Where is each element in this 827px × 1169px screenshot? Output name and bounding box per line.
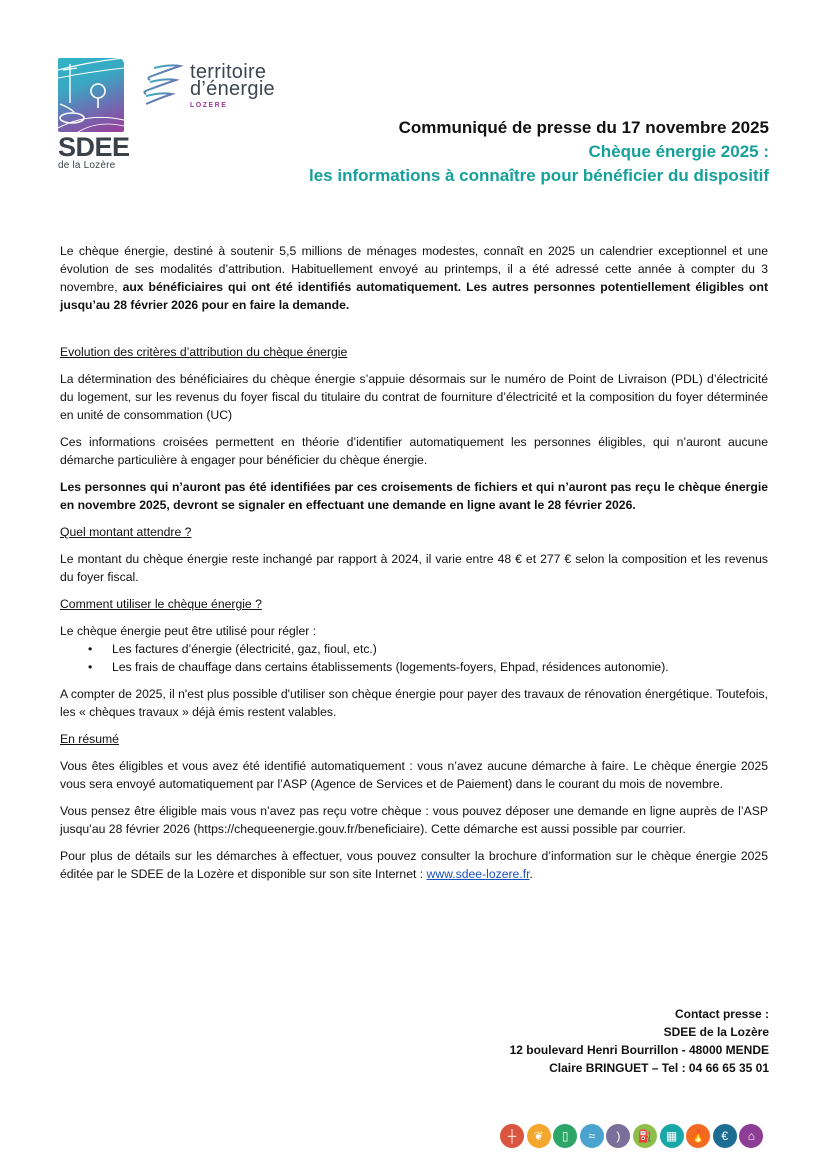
list-item	[60, 640, 768, 658]
list-item-text: Les factures d’énergie (électricité, gaz, fioul, etc.)	[112, 642, 377, 656]
fuel-station-icon: ⛽	[633, 1124, 657, 1148]
house-icon: ⌂	[739, 1124, 763, 1148]
press-contact	[510, 1005, 769, 1077]
electricity-pole-icon: ┼	[500, 1124, 524, 1148]
page-title: Communiqué de presse du 17 novembre 2025	[398, 118, 769, 137]
waste-bin-icon: ▯	[553, 1124, 577, 1148]
contact-label: Contact presse :	[674, 1007, 769, 1021]
sdee-logo	[58, 58, 130, 171]
criteria-paragraph-1: La détermination des bénéficiaires du chèque énergie s’appuie désormais sur le numéro de Point de Livraison (PDL) d’électricité du logement, sur les revenus du foyer fiscal du titulaire du contrat de fourniture d’électricité et la composition du foyer déterminée en unité de consommation (UC)	[60, 372, 768, 422]
summary-paragraph-2: Vous pensez être éligible mais vous n’avez pas reçu votre chèque : vous pouvez déposer une demande en ligne auprès de l’ASP jusqu’au 28 février 2026 (https://chequeenergie.gouv.fr/beneficiaire). Cette démarche est aussi possible par courrier.	[60, 804, 768, 836]
wind-swirl-icon	[140, 62, 186, 108]
territoire-line3: LOZERE	[190, 102, 228, 109]
water-tap-icon: ≈	[580, 1124, 604, 1148]
subtitle-line2: les informations à connaître pour bénéficier du dispositif	[308, 166, 769, 185]
bullet-icon: •	[88, 660, 93, 674]
list-item	[60, 658, 768, 676]
lightbulb-euro-icon: €	[713, 1124, 737, 1148]
usage-intro: Le chèque énergie peut être utilisé pour régler :	[60, 624, 317, 638]
press-release-header	[309, 116, 769, 188]
intro-text: Le chèque énergie, destiné à soutenir 5,5 millions de ménages modestes, connaît en 2025 un calendrier exceptionnel et une évolution de ses modalités d’attribution. Habituellement envoyé au printemps, il a été adressé cette année à compter du 3 novembre,	[60, 244, 768, 294]
territoire-line1: territoire	[190, 61, 267, 83]
road-lines-icon: )	[606, 1124, 630, 1148]
landscape-tree-icon	[58, 58, 124, 132]
summary-paragraph-3	[60, 847, 768, 883]
flame-icon: 🔥	[686, 1124, 710, 1148]
bullet-icon: •	[88, 642, 93, 656]
usage-list	[60, 640, 768, 676]
contact-person-phone: Claire BRINGUET – Tel : 04 66 65 35 01	[549, 1061, 769, 1075]
amount-paragraph: Le montant du chèque énergie reste inchangé par rapport à 2024, il varie entre 48 € et 277 € selon la composition et les revenus du foyer fiscal.	[60, 552, 768, 584]
criteria-paragraph-3	[60, 478, 768, 514]
footer-icon-row	[500, 1124, 763, 1148]
solar-panel-icon: ▦	[660, 1124, 684, 1148]
section-heading-criteria: Evolution des critères d’attribution du chèque énergie	[60, 345, 348, 359]
territoire-line2: d’énergie	[190, 78, 275, 100]
criteria-paragraph-2: Ces informations croisées permettent en théorie d’identifier automatiquement les personnes éligibles, qui n’auront aucune démarche particulière à engager pour bénéficier du chèque énergie.	[60, 435, 768, 467]
section-heading-usage: Comment utiliser le chèque énergie ?	[60, 597, 262, 611]
criteria-bold-text: Les personnes qui n’auront pas été identifiées par ces croisements de fichiers et qui n’auront pas reçu le chèque énergie en novembre 2025, devront se signaler en effectuant une demande en ligne avant le 28 février 2026.	[60, 480, 768, 512]
territoire-energie-logo	[140, 60, 280, 115]
list-item-text: Les frais de chauffage dans certains établissements (logements-foyers, Ehpad, résidences autonomie).	[112, 660, 669, 674]
contact-address: 12 boulevard Henri Bourrillon - 48000 MENDE	[509, 1043, 769, 1057]
section-heading-summary: En résumé	[60, 732, 119, 746]
usage-paragraph-2: A compter de 2025, il n'est plus possible d'utiliser son chèque énergie pour payer des travaux de rénovation énergétique. Toutefois, les « chèques travaux » déjà émis restent valables.	[60, 687, 768, 719]
contact-org: SDEE de la Lozère	[663, 1025, 769, 1039]
sdee-wordmark: SDEE	[58, 132, 130, 162]
intro-bold-text: aux bénéficiaires qui ont été identifiés automatiquement. Les autres personnes potentiellement éligibles ont jusqu’au 28 février 2026 pour en faire la demande.	[60, 280, 769, 312]
sdee-website-link[interactable]: www.sdee-lozere.fr	[426, 867, 530, 881]
document-body	[60, 242, 768, 892]
section-heading-amount: Quel montant attendre ?	[60, 525, 192, 539]
summary-text: Pour plus de détails sur les démarches à effectuer, vous pouvez consulter la brochure d’information sur le chèque énergie 2025 éditée par le SDEE de la Lozère et disponible sur son site Internet :	[60, 849, 768, 881]
sdee-logo-graphic	[58, 58, 124, 132]
leaf-icon: ❦	[527, 1124, 551, 1148]
summary-end: .	[529, 867, 533, 881]
subtitle-line1: Chèque énergie 2025 :	[588, 142, 769, 161]
sdee-sub: de la Lozère	[58, 160, 116, 171]
summary-paragraph-1: Vous êtes éligibles et vous avez été identifié automatiquement : vous n’avez aucune démarche à faire. Le chèque énergie 2025 vous sera envoyé automatiquement par l’ASP (Agence de Services et de Paiement) dans le courant du mois de novembre.	[60, 759, 768, 791]
intro-paragraph	[60, 242, 768, 314]
